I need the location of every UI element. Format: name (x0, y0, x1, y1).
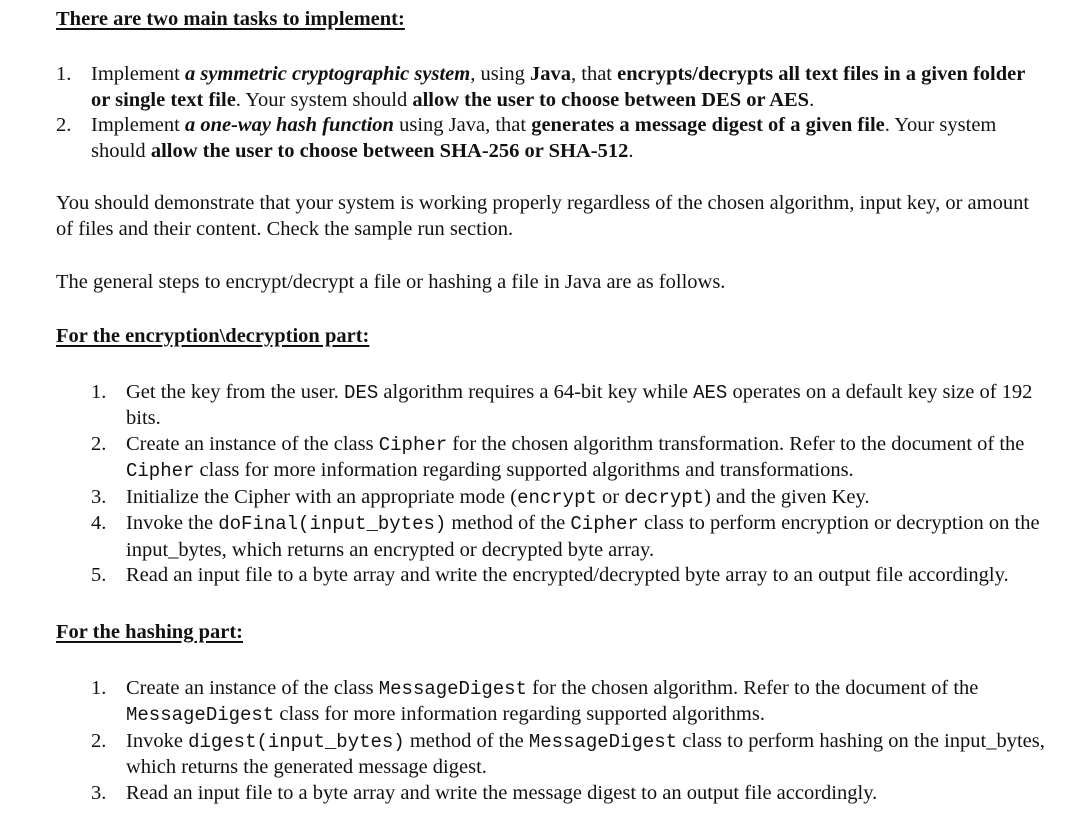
step-text: class for more information regarding supported algorithms and transformations. (194, 459, 854, 481)
hashing-steps (56, 676, 1046, 807)
task-emphasis: a symmetric cryptographic system (184, 63, 471, 85)
step-text: method of the (404, 729, 529, 752)
step-code: encrypt (517, 486, 597, 509)
step-text: Create an instance of the class (126, 432, 379, 455)
step-code: Cipher (570, 513, 639, 535)
encryption-heading: For the encryption\decryption part: (56, 324, 370, 347)
step-code: AES (693, 381, 728, 404)
demonstrate-paragraph: You should demonstrate that your system is working properly regardless of the chosen algorithm, input key, or amount of files and their content. Check the sample run section. (56, 192, 1030, 240)
task-text: . Your system should (91, 114, 997, 162)
document-page (56, 6, 1046, 806)
step-number: 1. (91, 380, 107, 403)
page-title: There are two main tasks to implement: (56, 8, 405, 30)
step-text: Read an input file to a byte array and write the encrypted/decrypted byte array to an output file accordingly. (126, 564, 1009, 586)
task-item-1 (56, 62, 1046, 113)
step-text: class to perform encryption or decryption on the input_bytes, which returns an encrypted or decrypted byte array. (126, 512, 1040, 561)
step-text: for the chosen algorithm. Refer to the document of the (526, 676, 979, 699)
step-number: 3. (91, 485, 107, 508)
step-text: algorithm requires a 64-bit key while (378, 380, 694, 403)
task-text: using Java, that (393, 114, 532, 136)
step-code: DES (344, 381, 379, 404)
step-text: class for more information regarding supported algorithms. (274, 703, 765, 725)
step-text: ) and the given Key. (704, 485, 870, 508)
encryption-step-3 (56, 485, 1046, 512)
task-emphasis: Java (530, 63, 571, 85)
task-emphasis: allow the user to choose between SHA-256 or SHA-512 (150, 139, 629, 162)
step-text: Invoke (126, 729, 189, 752)
encryption-step-2 (56, 432, 1046, 485)
step-text: Initialize the Cipher with an appropriate mode ( (126, 485, 518, 508)
step-number: 4. (91, 512, 107, 534)
general-steps-paragraph: The general steps to encrypt/decrypt a file or hashing a file in Java are as follows. (56, 271, 726, 293)
step-text: or (596, 485, 625, 508)
step-code: MessageDigest (528, 730, 678, 753)
step-code: decrypt (624, 486, 705, 509)
task-number: 2. (56, 114, 72, 136)
step-number: 2. (91, 432, 107, 455)
step-text: Create an instance of the class (126, 676, 379, 699)
task-text: Implement (91, 63, 185, 85)
encryption-step-1 (56, 380, 1046, 432)
task-emphasis: generates a message digest of a given file (531, 114, 885, 136)
task-text: . (809, 88, 815, 111)
step-text: Invoke the (126, 512, 219, 534)
step-text: method of the (446, 512, 571, 534)
step-number: 3. (91, 781, 107, 804)
step-text: Read an input file to a byte array and write the message digest to an output file accordingly. (126, 781, 878, 804)
step-code: Cipher (126, 460, 195, 482)
task-number: 1. (56, 63, 72, 85)
step-code: MessageDigest (126, 704, 275, 726)
hashing-heading: For the hashing part: (56, 620, 243, 643)
step-code: doFinal(input_bytes) (218, 513, 447, 535)
task-text: , using (470, 63, 530, 85)
step-text: operates on a default key size of 192 bits. (126, 380, 1033, 429)
task-text: Implement (91, 114, 185, 136)
step-code: MessageDigest (378, 677, 527, 700)
task-emphasis: encrypts/decrypts all text files in a given folder or single text file (91, 63, 1025, 111)
step-text: class to perform hashing on the input_bytes, which returns the generated message digest. (126, 729, 1045, 778)
task-list (56, 62, 1046, 164)
task-emphasis: a one-way hash function (184, 114, 394, 136)
task-text: , that (571, 63, 618, 85)
task-item-2 (56, 113, 1046, 164)
step-number: 5. (91, 564, 107, 586)
step-number: 1. (91, 676, 107, 699)
step-text: for the chosen algorithm transformation. Refer to the document of the (447, 432, 1025, 455)
encryption-step-5 (56, 563, 1046, 589)
hashing-step-2 (56, 729, 1046, 781)
hashing-step-1 (56, 676, 1046, 729)
step-text: Get the key from the user. (126, 380, 345, 403)
encryption-steps (56, 380, 1046, 589)
task-text: . Your system should (235, 88, 413, 111)
step-number: 2. (91, 729, 107, 752)
hashing-step-3 (56, 781, 1046, 807)
step-code: Cipher (378, 433, 448, 456)
task-emphasis: allow the user to choose between DES or AES (412, 88, 810, 111)
step-code: digest(input_bytes) (188, 730, 405, 753)
encryption-step-4 (56, 511, 1046, 563)
task-text: . (628, 139, 634, 162)
